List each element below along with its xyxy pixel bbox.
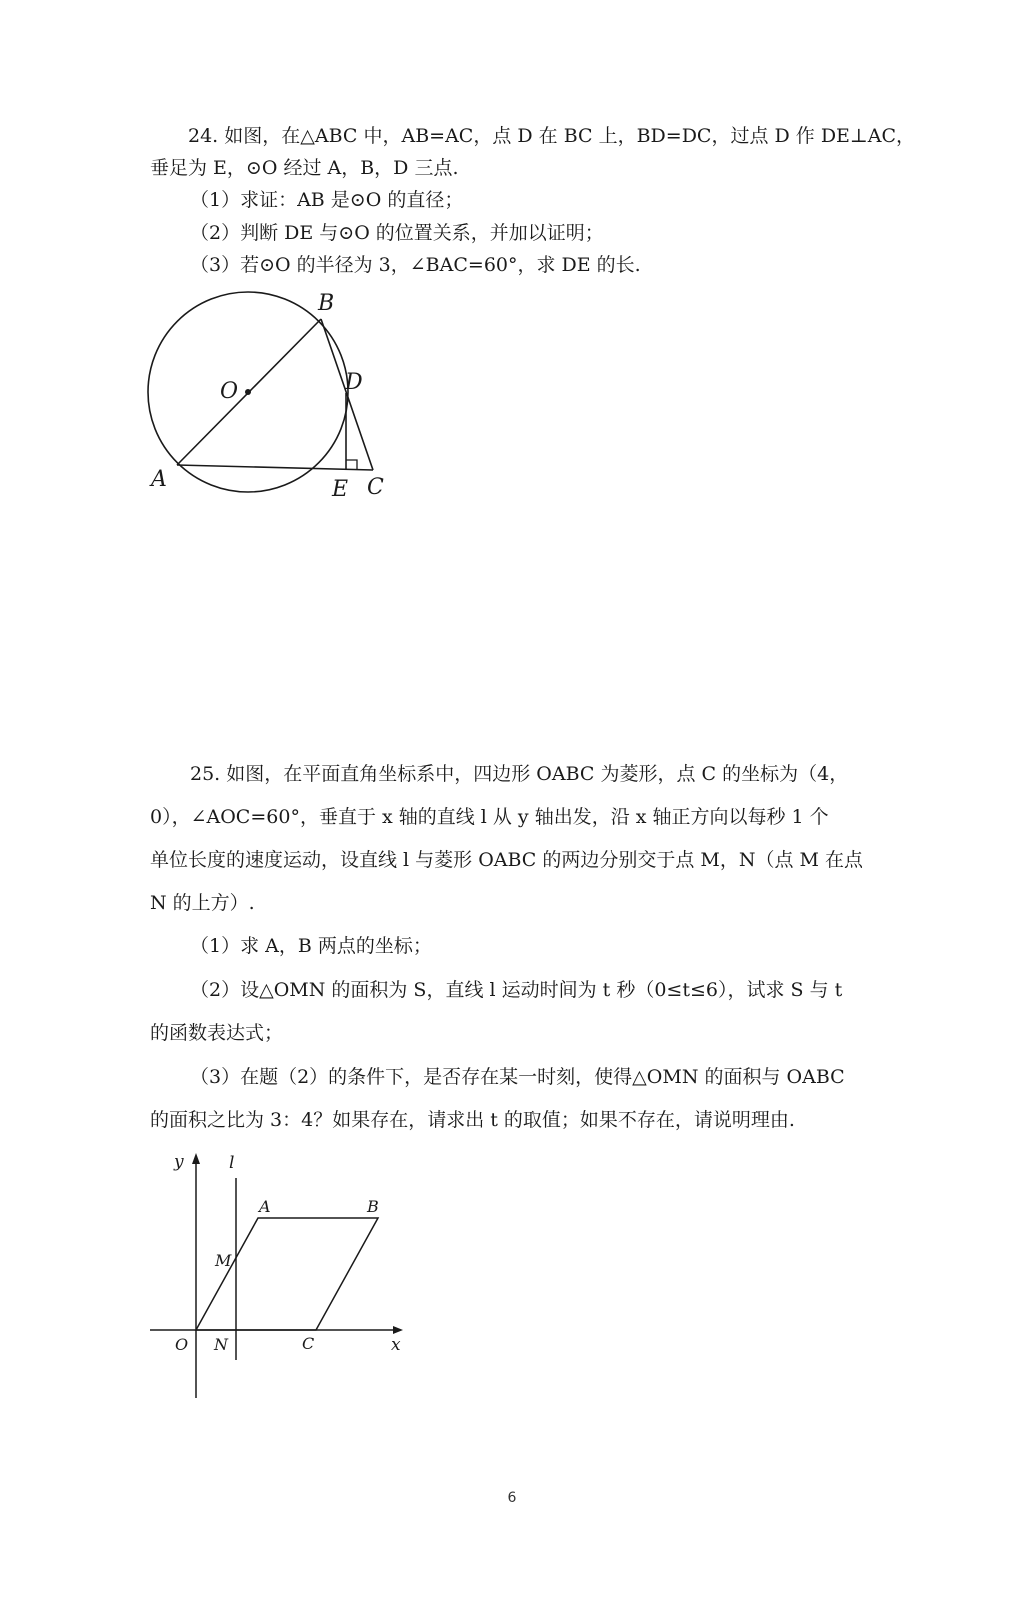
p24-question-1: （1）求证：AB 是⊙O 的直径； bbox=[190, 189, 464, 211]
label-a: A bbox=[151, 467, 167, 492]
label-o: O bbox=[175, 1335, 189, 1354]
right-angle-mark bbox=[346, 460, 357, 470]
page-number: 6 bbox=[507, 1490, 517, 1506]
p24-stem-line2: 垂足为 E，⊙O 经过 A，B，D 三点. bbox=[150, 157, 459, 179]
label-a: A bbox=[259, 1197, 271, 1216]
p25-stem-line2: 0），∠AOC=60°，垂直于 x 轴的直线 l 从 y 轴出发，沿 x 轴正方向以每秒 1 个 bbox=[150, 806, 829, 828]
label-c: C bbox=[367, 475, 384, 500]
rhombus-oabc bbox=[196, 1218, 378, 1330]
x-axis-arrow bbox=[393, 1326, 403, 1334]
p25-question-2-line2: 的函数表达式； bbox=[150, 1022, 284, 1044]
label-l: l bbox=[229, 1153, 235, 1173]
label-c: C bbox=[302, 1334, 315, 1353]
p25-question-2-line1: （2）设△OMN 的面积为 S，直线 l 运动时间为 t 秒（0≤t≤6），试求 S 与 t bbox=[190, 979, 843, 1001]
y-axis-arrow bbox=[192, 1153, 200, 1164]
p25-question-3-line2: 的面积之比为 3：4？如果存在，请求出 t 的取值；如果不存在，请说明理由. bbox=[150, 1109, 795, 1131]
label-n: N bbox=[214, 1335, 228, 1354]
label-b: B bbox=[367, 1197, 379, 1216]
p25-question-1: （1）求 A，B 两点的坐标； bbox=[190, 935, 432, 957]
label-e: E bbox=[332, 477, 349, 502]
p24-question-2: （2）判断 DE 与⊙O 的位置关系，并加以证明； bbox=[190, 222, 604, 244]
center-dot bbox=[245, 389, 251, 395]
label-b: B bbox=[318, 291, 335, 316]
p24-question-3: （3）若⊙O 的半径为 3，∠BAC=60°，求 DE 的长. bbox=[190, 254, 641, 276]
p25-stem-line1: 25. 如图，在平面直角坐标系中，四边形 OABC 为菱形，点 C 的坐标为（4， bbox=[190, 763, 849, 785]
p25-stem-line3: 单位长度的速度运动，设直线 l 与菱形 OABC 的两边分别交于点 M，N（点 M 在点 bbox=[150, 849, 864, 871]
p24-stem-line1: 24. 如图，在△ABC 中，AB=AC，点 D 在 BC 上，BD=DC，过点 D 作 DE⊥AC， bbox=[188, 125, 916, 147]
p24-circle-figure bbox=[140, 280, 400, 510]
p25-stem-line4: N 的上方）. bbox=[150, 892, 255, 914]
label-d: D bbox=[345, 370, 363, 395]
p25-coordinate-figure bbox=[140, 1145, 420, 1405]
label-x: x bbox=[391, 1335, 401, 1355]
label-y: y bbox=[174, 1152, 184, 1172]
label-o: O bbox=[220, 379, 239, 404]
p25-question-3-line1: （3）在题（2）的条件下，是否存在某一时刻，使得△OMN 的面积与 OABC bbox=[190, 1066, 845, 1088]
segment-ac bbox=[177, 465, 373, 470]
label-m: M bbox=[215, 1251, 232, 1270]
